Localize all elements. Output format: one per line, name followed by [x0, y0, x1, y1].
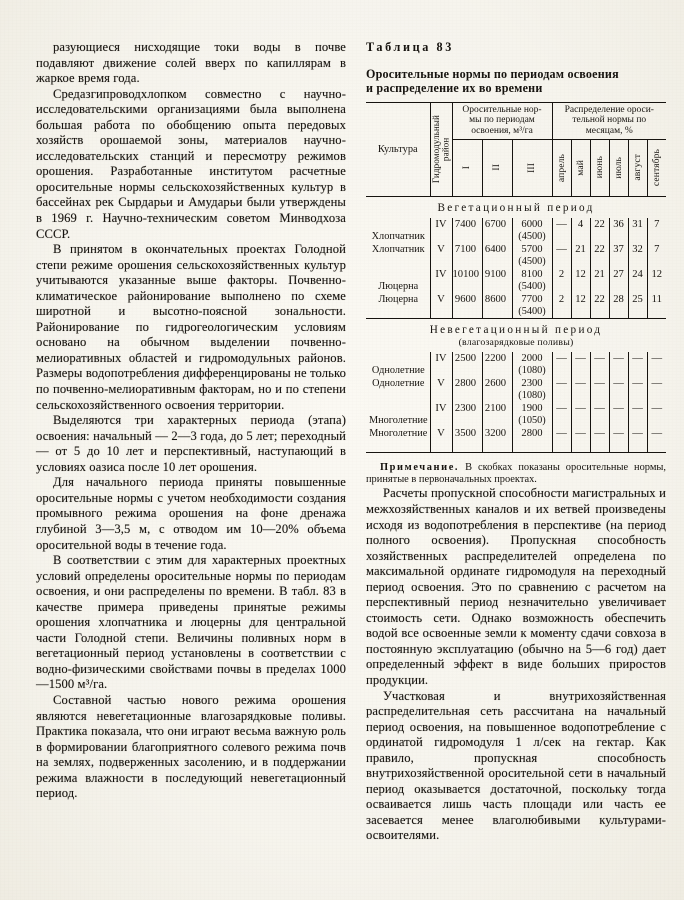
header-month-may: май: [571, 139, 590, 196]
paragraph: В соответствии с этим для характерных проектных условий определены оросительные нормы по периодам освоения, и они распределены по времени. В табл. 83 в качестве примера приведены принятые режимы орошения хлопчатника и люцерны для центральной части Голодной степи. Величины поливных норм в вегетационный период установлены в соответствии с водно-физическими свойствами почвы в пределах 1000—1500 м³/га.: [36, 553, 346, 692]
table-note-label: Примечание.: [380, 461, 460, 473]
cell-month-june: —: [590, 352, 609, 365]
cell-spacer: [452, 256, 482, 268]
header-month-april: апрель: [552, 139, 571, 196]
cell-norm-period-1: 2800: [452, 377, 482, 390]
cell-spacer: [571, 281, 590, 293]
cell-spacer: [609, 256, 628, 268]
header-month-june: июнь: [590, 139, 609, 196]
cell-spacer: [571, 440, 590, 453]
cell-norm-period-2: 8600: [482, 293, 512, 306]
cell-norm-original-project: (4500): [512, 256, 552, 268]
cell-spacer: [571, 365, 590, 377]
cell-spacer: [452, 365, 482, 377]
cell-norm-period-3: 6000: [512, 218, 552, 231]
table-row-parenthetical: [366, 231, 666, 243]
header-hydromodule-region: [430, 102, 452, 196]
header-hydromodule-region-line-2: район: [440, 137, 450, 161]
cell-spacer: [482, 281, 512, 293]
table-section-title-row: [366, 196, 666, 218]
cell-hydromodule-region: V: [430, 377, 452, 390]
table-caption-line-2: и распределение их во времени: [366, 81, 543, 96]
header-group-months-line-2: тельной нормы по: [572, 115, 647, 126]
cell-spacer: [430, 440, 452, 453]
cell-spacer: [430, 281, 452, 293]
cell-month-september: 11: [647, 293, 666, 306]
cell-culture: Люцерна: [378, 293, 419, 305]
table-row-parenthetical: [366, 365, 666, 377]
cell-culture-label: Однолетние: [371, 365, 425, 377]
cell-spacer: [571, 231, 590, 243]
cell-hydromodule-region: V: [430, 427, 452, 440]
cell-culture: Многолетние: [369, 427, 428, 439]
cell-spacer: [552, 281, 571, 293]
cell-month-september: —: [647, 402, 666, 415]
table-row: [366, 427, 666, 440]
paragraph: Для начального периода приняты повышенные оросительные нормы с учетом необходимости создания промывного режима орошения на фоне дренажа глубиной 3—3,5 м, с отводом им 10—20% объема оросительной воды в течение года.: [36, 475, 346, 552]
cell-month-may: 12: [571, 268, 590, 281]
irrigation-norms-table: [366, 102, 666, 453]
cell-month-june: 22: [590, 243, 609, 256]
cell-month-june: —: [590, 402, 609, 415]
paragraph: Составной частью нового режима орошения являются невегетационные влагозарядковые поливы. Практика показала, что они играют весьма важную роль в формировании благоприятного солевого режима почв на землях, подверженных засолению, и в поддержании режима влажности в последующий невегетационный период.: [36, 692, 346, 801]
cell-spacer: [628, 281, 647, 293]
cell-month-may: 21: [571, 243, 590, 256]
cell-hydromodule-region: IV: [430, 402, 452, 415]
cell-spacer: [590, 281, 609, 293]
cell-culture: Однолетние: [372, 377, 425, 389]
cell-norm-period-2: 2600: [482, 377, 512, 390]
cell-spacer: [628, 415, 647, 427]
cell-month-may: —: [571, 427, 590, 440]
cell-spacer: [552, 365, 571, 377]
cell-norm-original-project: (5400): [512, 306, 552, 319]
cell-month-september: —: [647, 377, 666, 390]
cell-norm-period-3: 8100: [512, 268, 552, 281]
cell-spacer: [628, 390, 647, 402]
cell-month-august: —: [628, 427, 647, 440]
cell-hydromodule-region: V: [430, 243, 452, 256]
table-row-parenthetical: [366, 306, 666, 319]
cell-spacer: [430, 306, 452, 319]
table-head: [366, 102, 666, 196]
cell-hydromodule-region: IV: [430, 352, 452, 365]
cell-month-april: —: [552, 243, 571, 256]
cell-month-june: 21: [590, 268, 609, 281]
cell-norm-period-2: 3200: [482, 427, 512, 440]
cell-month-april: 2: [552, 268, 571, 281]
cell-culture-label: [366, 306, 430, 319]
cell-month-july: 27: [609, 268, 628, 281]
cell-month-may: —: [571, 377, 590, 390]
paragraph: разующиеся нисходящие токи воды в почве подавляют движение солей вверх по капиллярам в жаркое время года.: [36, 40, 346, 86]
cell-spacer: [452, 415, 482, 427]
cell-spacer: [552, 306, 571, 319]
cell-norm-original-project: (4500): [512, 231, 552, 243]
left-text-column: [36, 40, 346, 802]
header-group-months-line-3: месяцам, %: [585, 126, 633, 136]
table-section-subtitle: (влагозарядковые поливы): [458, 336, 574, 348]
cell-norm-original-project: (1050): [512, 415, 552, 427]
cell-norm-period-3: 2800: [512, 427, 552, 440]
cell-norm-original-project: (5400): [512, 281, 552, 293]
cell-spacer: [430, 231, 452, 243]
cell-month-august: 24: [628, 268, 647, 281]
cell-month-april: —: [552, 427, 571, 440]
table-section-title: Невегетационный период (влагозарядковые поливы): [366, 318, 666, 352]
cell-culture-label: Хлопчатник: [371, 231, 425, 243]
cell-month-june: 22: [590, 293, 609, 306]
table-header-row-groups: [366, 102, 666, 139]
table-row: [366, 218, 666, 231]
cell-spacer: [628, 256, 647, 268]
cell-spacer: [430, 415, 452, 427]
cell-month-august: 32: [628, 243, 647, 256]
cell-spacer: [482, 306, 512, 319]
cell-spacer: [609, 281, 628, 293]
cell-spacer: [482, 256, 512, 268]
cell-norm-period-2: 6700: [482, 218, 512, 231]
paragraph: Выделяются три характерных периода (этапа) освоения: начальный — 2—3 года, до 5 лет; переходный — от 5 до 10 лет и перспективный, наступающий в условиях оазиса после 10 лет орошения.: [36, 413, 346, 474]
cell-spacer: [590, 415, 609, 427]
cell-spacer: [590, 256, 609, 268]
cell-spacer: [609, 231, 628, 243]
cell-month-september: —: [647, 427, 666, 440]
cell-spacer: [571, 390, 590, 402]
cell-spacer: [628, 365, 647, 377]
cell-norm-period-2: 2200: [482, 352, 512, 365]
cell-month-august: —: [628, 377, 647, 390]
table-note: [366, 462, 666, 487]
cell-month-april: —: [552, 218, 571, 231]
cell-hydromodule-region: V: [430, 293, 452, 306]
cell-culture: [366, 352, 430, 365]
table-caption-line-1: Оросительные нормы по периодам освоения: [366, 67, 619, 81]
cell-spacer: [482, 415, 512, 427]
cell-spacer: [482, 365, 512, 377]
cell-culture: [366, 268, 430, 281]
table-caption: [366, 67, 666, 96]
cell-spacer: [609, 440, 628, 453]
paragraph: В принятом в окончательных проектах Голодной степи режиме орошения сельскохозяйственных культур учитываются указанные выше факторы. Почвенно-климатическое районирование выполнено по схеме широтной и высотно-поясной зональности. Районирование по гидрогеологическим условиям основано на обычном выделении почвенно-мелиоративных областей и гидромодульных районов. Размеры водопотребления дифференцированы не только по почвенно-мелиоративным факторам, но и по степени сельскохозяйственного освоения территории.: [36, 242, 346, 412]
cell-month-may: —: [571, 352, 590, 365]
cell-spacer: [590, 306, 609, 319]
header-group-months-line-1: Распределение ороси-: [564, 104, 654, 115]
cell-spacer: [647, 390, 666, 402]
cell-spacer: [430, 256, 452, 268]
cell-norm-period-1: 10100: [452, 268, 482, 281]
cell-spacer: [609, 365, 628, 377]
cell-norm-period-1: 7400: [452, 218, 482, 231]
cell-month-august: 31: [628, 218, 647, 231]
table-note-text: В скобках показаны оросительные нормы, принятые в первоначальных проектах.: [366, 461, 666, 485]
cell-norm-period-1: 7100: [452, 243, 482, 256]
table-row-parenthetical: [366, 415, 666, 427]
cell-spacer: [647, 281, 666, 293]
cell-norm-original-project: (1080): [512, 390, 552, 402]
cell-month-august: —: [628, 402, 647, 415]
cell-norm-period-1: 2300: [452, 402, 482, 415]
cell-spacer: [482, 390, 512, 402]
header-group-irrigation-norms: [452, 102, 552, 139]
header-group-norms-line-2: мы по периодам: [469, 115, 535, 126]
cell-spacer: [628, 440, 647, 453]
cell-norm-period-3: 5700: [512, 243, 552, 256]
cell-spacer: [430, 365, 452, 377]
cell-month-september: 7: [647, 243, 666, 256]
header-month-september: сентябрь: [647, 139, 666, 196]
table-row: [366, 402, 666, 415]
cell-norm-period-2: 9100: [482, 268, 512, 281]
cell-norm-period-3: 7700: [512, 293, 552, 306]
cell-spacer: [452, 390, 482, 402]
cell-month-august: 25: [628, 293, 647, 306]
right-text-column: [366, 40, 666, 844]
cell-spacer: [552, 440, 571, 453]
cell-spacer: [552, 231, 571, 243]
cell-month-april: —: [552, 402, 571, 415]
table-section-title: Вегетационный период: [437, 201, 595, 214]
cell-culture: [366, 402, 430, 415]
cell-spacer: [590, 231, 609, 243]
cell-spacer: [647, 440, 666, 453]
cell-spacer: [590, 365, 609, 377]
cell-spacer: [609, 415, 628, 427]
table-section-title-row: [366, 318, 666, 352]
cell-month-may: 4: [571, 218, 590, 231]
header-month-july: июль: [609, 139, 628, 196]
cell-norm-period-3: 2300: [512, 377, 552, 390]
cell-spacer: [628, 306, 647, 319]
cell-spacer: [430, 390, 452, 402]
cell-culture-label: Люцерна: [378, 281, 419, 293]
table-number-label: Таблица 83: [366, 40, 454, 54]
cell-spacer: [609, 306, 628, 319]
cell-spacer: [571, 306, 590, 319]
table-row-parenthetical: [366, 281, 666, 293]
cell-month-may: —: [571, 402, 590, 415]
cell-culture-label: [366, 390, 430, 402]
cell-spacer: [482, 231, 512, 243]
cell-spacer: [571, 256, 590, 268]
cell-culture-label: [366, 440, 430, 453]
cell-spacer: [647, 256, 666, 268]
header-culture: Культура: [377, 143, 418, 155]
table-row-parenthetical: [366, 390, 666, 402]
cell-norm-period-3: 1900: [512, 402, 552, 415]
header-period-3: III: [512, 139, 552, 196]
cell-month-april: —: [552, 377, 571, 390]
header-group-norms-line-3: освоения, м³/га: [471, 126, 533, 136]
table-body: [366, 196, 666, 452]
table-row: [366, 268, 666, 281]
cell-month-august: —: [628, 352, 647, 365]
cell-hydromodule-region: IV: [430, 268, 452, 281]
cell-culture-label: [366, 256, 430, 268]
cell-norm-period-1: 9600: [452, 293, 482, 306]
cell-norm-period-2: 6400: [482, 243, 512, 256]
cell-spacer: [571, 415, 590, 427]
cell-month-july: —: [609, 427, 628, 440]
cell-norm-original-project: (1080): [512, 365, 552, 377]
table-row: [366, 293, 666, 306]
cell-month-july: —: [609, 352, 628, 365]
paragraph: Участковая и внутрихозяйственная распределительная сеть рассчитана на начальный период освоения, на повышенное водопотребление с ординатой гидромодуля 1 л/сек на гектар. Как правило, пропускная способность внутрихозяйственной оросительной сети в начальный период оказывается достаточной, поскольку тогда осваивается лишь часть площади или часть ее засевается менее влаголюбивыми культурами-освоителями.: [366, 688, 666, 843]
cell-month-july: 28: [609, 293, 628, 306]
cell-spacer: [552, 256, 571, 268]
cell-month-july: —: [609, 402, 628, 415]
header-period-1: I: [452, 139, 482, 196]
cell-month-september: 7: [647, 218, 666, 231]
cell-norm-period-1: 2500: [452, 352, 482, 365]
header-period-2: II: [482, 139, 512, 196]
cell-spacer: [647, 231, 666, 243]
cell-culture-label: Многолетние: [368, 415, 428, 427]
cell-month-june: 22: [590, 218, 609, 231]
cell-month-july: 37: [609, 243, 628, 256]
cell-spacer: [552, 415, 571, 427]
cell-spacer: [552, 390, 571, 402]
cell-spacer: [590, 440, 609, 453]
cell-norm-original-project: [512, 440, 552, 453]
header-group-norms-line-1: Оросительные нор-: [462, 104, 542, 115]
header-hydromodule-region-line-1: Гидромодульный: [430, 115, 441, 184]
cell-norm-period-2: 2100: [482, 402, 512, 415]
table-row: [366, 352, 666, 365]
paragraph: Средазгипроводхлопком совместно с научно-исследовательскими организациями была выполнена большая работа по обобщению опыта передовых хозяйств орошаемой зоны, материалов научно-исследовательских станций и пересмотру режимов орошения. Разработанные институтом расчетные оросительные нормы сельскохозяйственных культур в бассейнах рек Сырдарьи и Амударьи были утверждены в 1969 г. Научно-техническим советом Минводхоза СССР.: [36, 86, 346, 241]
cell-spacer: [647, 365, 666, 377]
cell-month-september: 12: [647, 268, 666, 281]
cell-spacer: [452, 231, 482, 243]
cell-spacer: [609, 390, 628, 402]
cell-norm-period-1: 3500: [452, 427, 482, 440]
cell-norm-period-3: 2000: [512, 352, 552, 365]
cell-culture: Хлопчатник: [371, 243, 425, 255]
cell-month-may: 12: [571, 293, 590, 306]
cell-month-september: —: [647, 352, 666, 365]
cell-month-june: —: [590, 377, 609, 390]
header-group-monthly-distribution: [552, 102, 666, 139]
table-row-parenthetical: [366, 440, 666, 453]
paragraph: Расчеты пропускной способности магистральных и межхозяйственных каналов и их ветвей произведены исходя из водопотребления в перспективе (на период полного освоения). Пропускная способность хозяйственных распределителей определена по максимальной ординате гидромодуля на переходный период освоения. Это по сравнению с расчетом на перспективный период незначительно увеличивает стоимость сети. Однако возможность обеспечить водой все освоенные земли к моменту сдачи совхоза в постоянную эксплуатацию (обычно на 5—6 год) дает определенный эффект в виде больших приростов продукции.: [366, 486, 666, 687]
cell-month-june: —: [590, 427, 609, 440]
cell-spacer: [452, 440, 482, 453]
cell-spacer: [482, 440, 512, 453]
cell-month-april: 2: [552, 293, 571, 306]
cell-spacer: [628, 231, 647, 243]
cell-spacer: [647, 306, 666, 319]
cell-month-april: —: [552, 352, 571, 365]
cell-spacer: [452, 281, 482, 293]
header-month-august: август: [628, 139, 647, 196]
cell-month-july: 36: [609, 218, 628, 231]
cell-culture: [366, 218, 430, 231]
cell-spacer: [647, 415, 666, 427]
cell-month-july: —: [609, 377, 628, 390]
table-row: [366, 243, 666, 256]
table-row: [366, 377, 666, 390]
cell-spacer: [590, 390, 609, 402]
cell-hydromodule-region: IV: [430, 218, 452, 231]
cell-spacer: [452, 306, 482, 319]
table-row-parenthetical: [366, 256, 666, 268]
